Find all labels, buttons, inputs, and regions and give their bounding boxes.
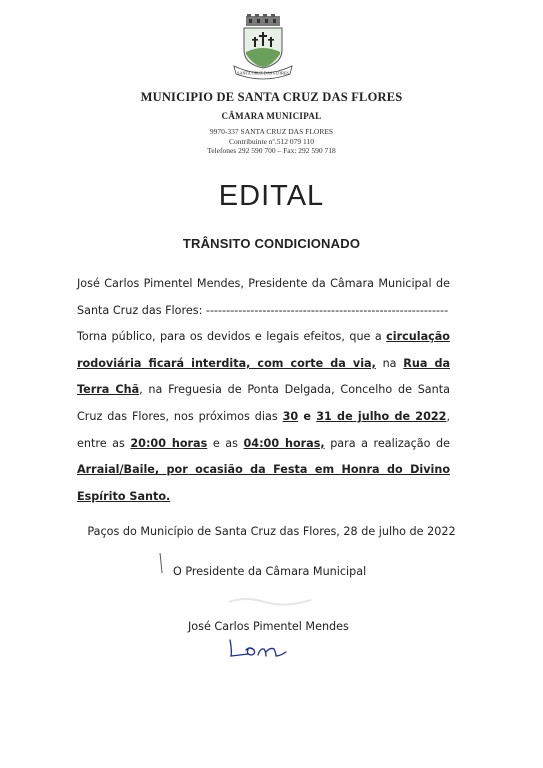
document-title: EDITAL: [218, 180, 325, 212]
contact-block: [0, 127, 543, 156]
faint-stamp-mark: [225, 590, 315, 612]
notice-paragraph: [77, 324, 450, 510]
place-and-date: Paços do Município de Santa Cruz das Flores, 28 de julho de 2022: [87, 525, 456, 538]
start-time: 20:00 horas: [130, 436, 208, 450]
camara-label: CÂMARA MUNICIPAL: [221, 111, 322, 121]
street-name: Rua da Terra Chã: [77, 356, 450, 397]
crest-ribbon-text: SANTA CRUZ DAS FLORES: [237, 70, 289, 76]
signatory-name: José Carlos Pimentel Mendes: [188, 620, 349, 633]
event-name: Arraial/Baile, por ocasião da Festa em Honra do Divino Espírito Santo.: [77, 463, 450, 503]
notice-text-i: , entre as: [77, 409, 450, 450]
handwritten-signature: [226, 636, 292, 662]
address-line: 9970-337 SANTA CRUZ DAS FLORES: [209, 127, 334, 136]
notice-text-k: e as: [207, 436, 244, 450]
notice-and: e: [298, 409, 317, 423]
day-30: 30: [282, 409, 299, 423]
document-subtitle: TRÂNSITO CONDICIONADO: [182, 236, 361, 251]
document-body: [77, 271, 450, 510]
notice-text-m: para a realização de: [324, 436, 450, 450]
municipality-name: MUNICIPIO DE SANTA CRUZ DAS FLORES: [140, 90, 403, 104]
intro-text: José Carlos Pimentel Mendes, Presidente da Câmara Municipal de Santa Cruz das Flores:: [77, 277, 450, 317]
notice-closure: circulação rodoviária ficará interdita, com corte da via,: [77, 330, 450, 370]
dash-filler: ------------------------------------------------------------: [205, 303, 449, 317]
notice-text-e: , na Freguesia de Ponta Delgada, Concelho de Santa Cruz das Flores, nos próximos dias: [77, 383, 450, 423]
phone-line: Telefones 292 590 700 – Fax: 292 590 718: [207, 146, 336, 155]
contribuinte-line: Contribuinte nº.512 079 110: [229, 136, 314, 146]
intro-paragraph: [77, 271, 450, 324]
end-time: 04:00 horas,: [243, 436, 325, 450]
date-31-july: 31 de julho de 2022: [316, 409, 447, 423]
notice-text-a: Torna público, para os devidos e legais efeitos, que a: [77, 330, 387, 344]
signatory-title: O Presidente da Câmara Municipal: [173, 565, 367, 578]
notice-text-c: na: [375, 356, 404, 370]
pen-mark: [158, 552, 164, 574]
municipal-coat-of-arms-logo: [232, 14, 294, 80]
